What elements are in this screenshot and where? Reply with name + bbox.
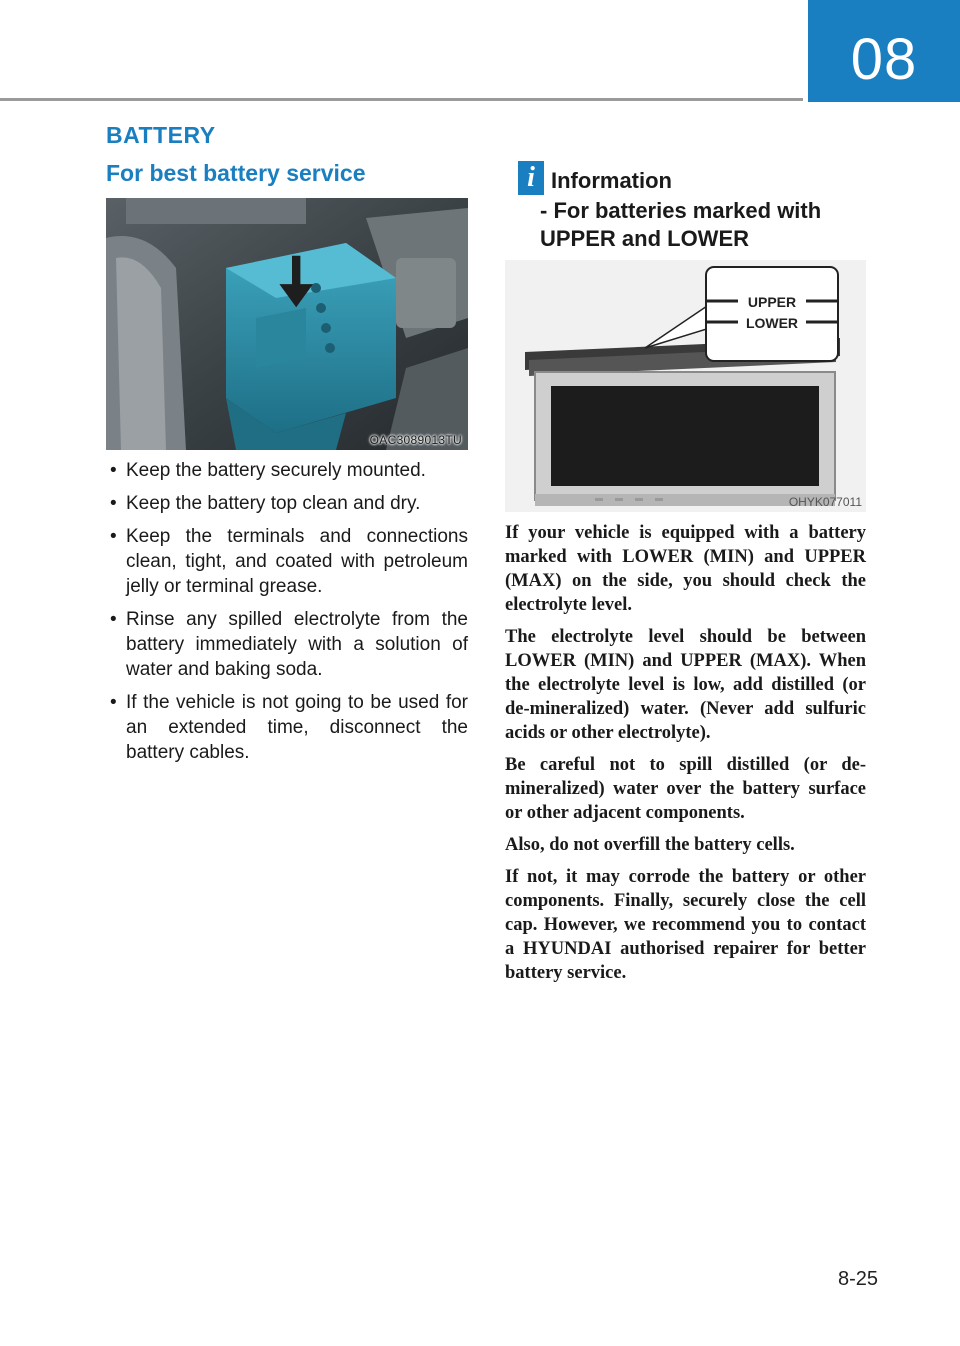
list-item: • Keep the battery securely mounted. — [106, 458, 468, 483]
battery-diagram-illustration — [505, 260, 866, 512]
paragraph: The electrolyte level should be between LOWER (MIN) and UPPER (MAX). When the electrolyte level is low, add distilled (or de-mineralized) water. (Never add sulfuric acids or other electrolyte). — [505, 627, 866, 743]
header-rule — [0, 98, 803, 101]
chapter-tab: 08 — [808, 0, 960, 102]
lower-label: LOWER — [745, 315, 799, 331]
information-icon: i — [518, 161, 544, 195]
list-item: • If the vehicle is not going to be used for an extended time, disconnect the battery cables. — [106, 690, 468, 765]
paragraph: If not, it may corrode the battery or other components. Finally, securely close the cell cap. However, we recommend you to contact a HYUNDAI authorised repairer for better battery service. — [505, 867, 866, 983]
paragraph: Be careful not to spill distilled (or de-mineralized) water over the battery surface or other adjacent components. — [505, 755, 866, 823]
photo-code: OAC3089013TU — [369, 433, 462, 447]
info-title: Information — [551, 168, 672, 193]
list-item: • Keep the terminals and connections clean, tight, and coated with petroleum jelly or terminal grease. — [106, 524, 468, 599]
subsection-title: For best battery service — [106, 160, 366, 186]
info-body — [505, 521, 866, 993]
battery-photo — [106, 198, 468, 450]
list-item: • Keep the battery top clean and dry. — [106, 491, 468, 516]
paragraph: Also, do not overfill the battery cells. — [505, 835, 795, 855]
page-number: 8-25 — [838, 1268, 879, 1290]
paragraph: If your vehicle is equipped with a battery marked with LOWER (MIN) and UPPER (MAX) on the side, you should check the electrolyte level. — [505, 523, 866, 615]
list-item: • Rinse any spilled electrolyte from the battery immediately with a solution of water and baking soda. — [106, 607, 468, 682]
section-title: BATTERY — [106, 122, 216, 148]
battery-level-diagram — [505, 260, 866, 512]
diagram-code: OHYK077011 — [788, 495, 862, 509]
battery-service-list — [106, 458, 468, 773]
upper-label: UPPER — [747, 294, 797, 310]
engine-bay-illustration — [106, 198, 468, 450]
info-subtitle: - For batteries marked with UPPER and LOWER — [540, 198, 822, 251]
